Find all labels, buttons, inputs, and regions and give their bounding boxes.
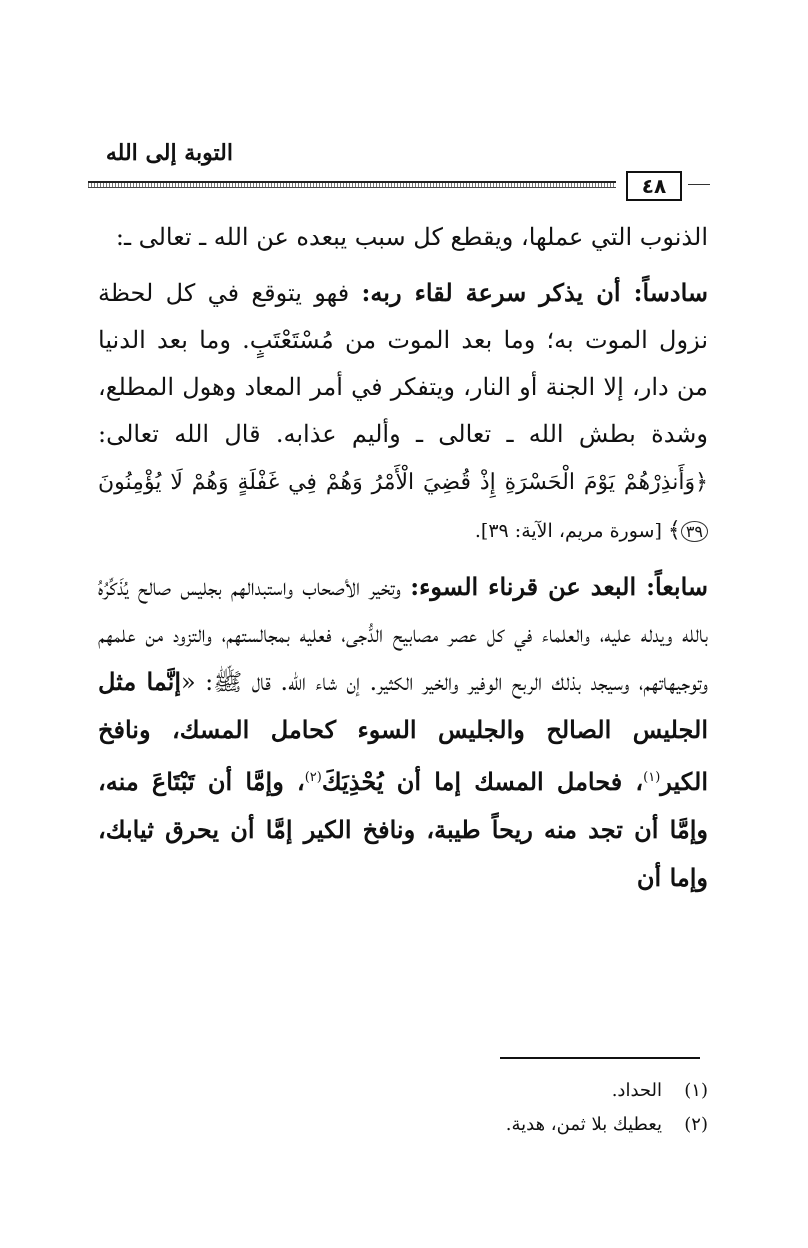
paragraph-2 xyxy=(98,269,708,555)
quran-verse-close: ﴾ xyxy=(667,518,681,543)
footnote-rule xyxy=(500,1057,700,1059)
paragraph-3 xyxy=(98,563,708,902)
verse-reference: [سورة مريم، الآية: ٣٩]. xyxy=(474,520,668,542)
paragraph-3-text: وتخير الأصحاب واستبدالهم بجليس صالح يُذَكِّرُهُ بالله ويدله عليه، والعلماء في كل عصر مصابيح الدُّجى، فعليه بمجالستهم، والتزود من علمهم وتوجيهاتهم، وسيجد بذلك الربح الوفير والخير الكثير. إن شاء الله. قال ﷺ: « xyxy=(98,573,708,696)
page-number: ٤٨ xyxy=(626,171,682,201)
footnote-2-number: (٢) xyxy=(684,1114,708,1135)
ayah-number-marker: ٣٩ xyxy=(681,521,708,542)
running-title: التوبة إلى الله xyxy=(105,140,233,166)
footnote-ref-1: (١) xyxy=(643,770,661,785)
paragraph-2-heading: أن يذكر سرعة لقاء ربه: xyxy=(361,278,634,307)
footnote-2-text: يعطيك بلا ثمن، هدية. xyxy=(505,1114,662,1135)
footnote-1 xyxy=(108,1074,708,1108)
footnote-1-text: الحداد. xyxy=(611,1080,662,1101)
footnote-ref-2: (٢) xyxy=(304,770,322,785)
footnotes xyxy=(108,1074,708,1142)
paragraph-3-lead: سابعاً: xyxy=(646,572,708,601)
paragraph-1-text: الذنوب التي عملها، ويقطع كل سبب يبعده عن الله ـ تعالى ـ: xyxy=(115,223,708,251)
footnote-1-number: (١) xyxy=(684,1080,708,1101)
paragraph-2-lead: سادساً: xyxy=(633,278,708,307)
hadith-part-a: إنَّما مثل الجليس الصالح والجليس السوء كحامل المسك، ونافخ الكير xyxy=(98,667,708,796)
paragraph-3-heading: البعد عن قرناء السوء: xyxy=(410,572,647,601)
hadith-part-c: ، وإمَّا أن تَبْتَاعَ منه، وإمَّا أن تجد منه ريحاً طيبة، ونافخ الكير إمَّا أن يحرق ثيابك، وإما أن xyxy=(98,767,709,892)
body-text xyxy=(98,214,708,910)
footnote-2 xyxy=(108,1108,708,1142)
paragraph-2-text: فهو يتوقع في كل لحظة نزول الموت به؛ وما بعد الموت من مُسْتَعْتَبٍ. وما بعد الدنيا من دار، إلا الجنة أو النار، ويتفكر في أمر المعاد وهول المطلع، وشدة بطش الله ـ تعالى ـ وأليم عذابه. قال الله تعالى: xyxy=(98,279,708,448)
paragraph-1 xyxy=(98,214,708,261)
header-rule-short xyxy=(688,184,710,185)
quran-verse: ﴿وَأَنذِرْهُمْ يَوْمَ الْحَسْرَةِ إِذْ قُضِيَ الْأَمْرُ وَهُمْ فِي غَفْلَةٍ وَهُمْ لَا يُؤْمِنُونَ xyxy=(98,470,708,495)
hadith-part-b: ، فحامل المسك إما أن يُحْذِيَكَ xyxy=(321,767,644,796)
header-rule xyxy=(88,181,616,188)
